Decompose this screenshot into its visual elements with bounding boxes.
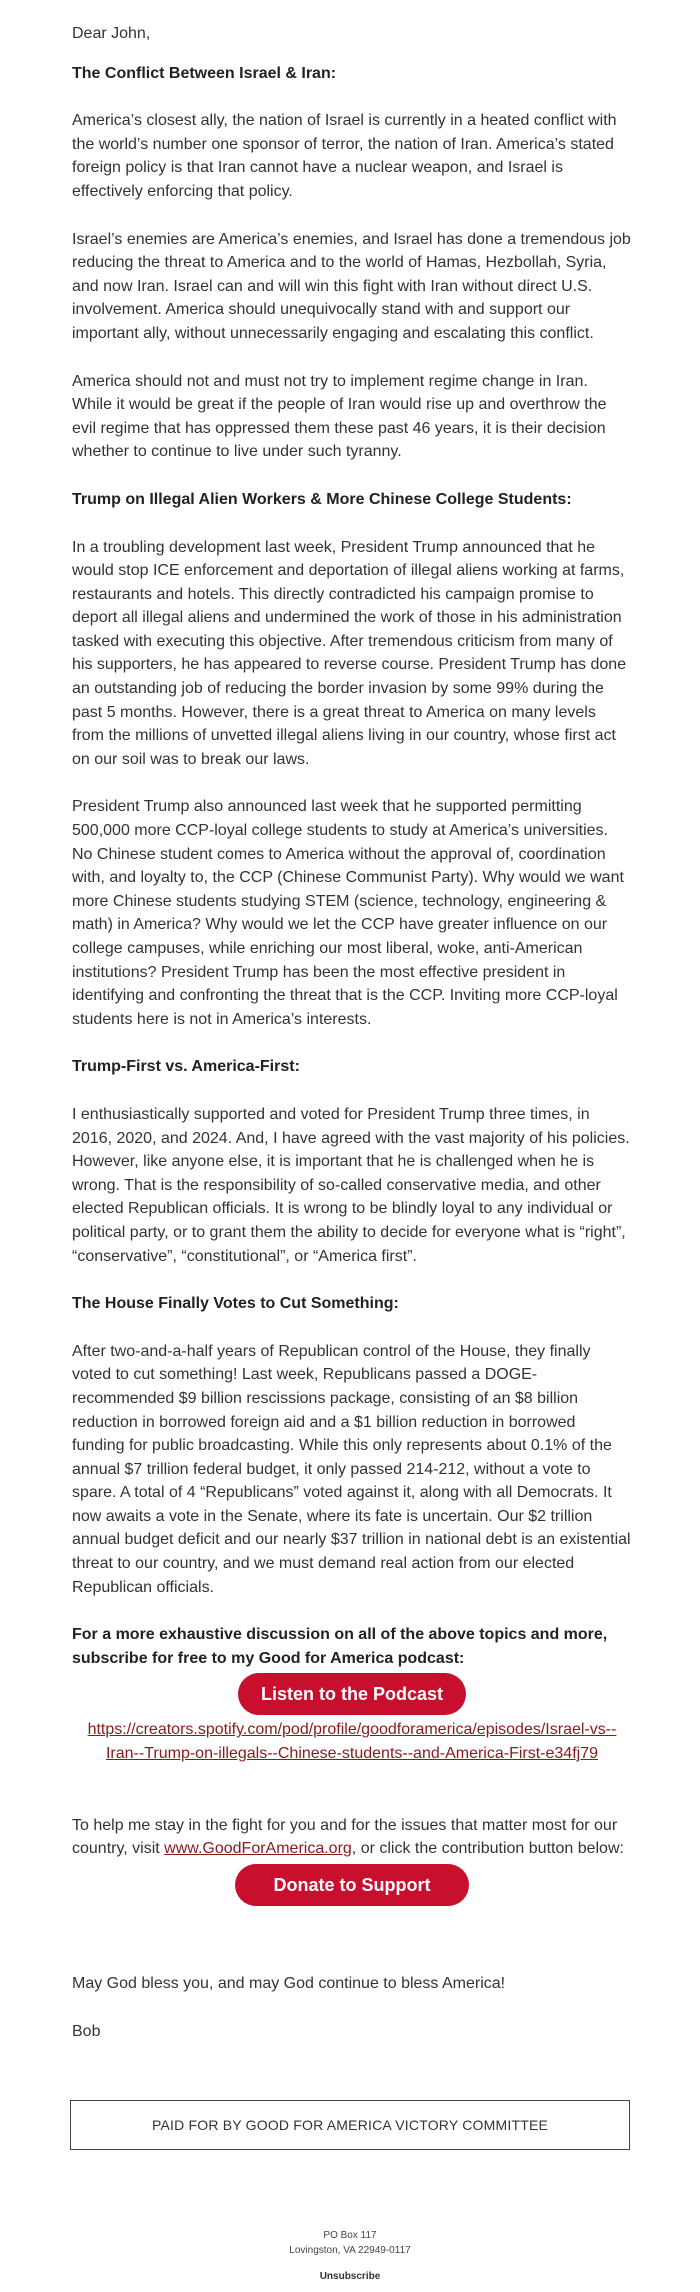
section-heading-illegal-aliens: Trump on Illegal Alien Workers & More Chinese College Students: [72, 490, 572, 508]
unsubscribe-link[interactable]: Unsubscribe [319, 2271, 381, 2282]
donate-button[interactable]: Donate to Support Bob [235, 1864, 469, 1906]
podcast-episode-link[interactable]: https://creators.spotify.com/pod/profile/goodforamerica/episodes/Israel-vs--Iran--Trump-on-illegals--Chinese-students--and-America-First-e34fj79 [87, 1721, 617, 1763]
podcast-button-row [72, 1673, 632, 1715]
salutation: Dear John, [72, 25, 151, 42]
section-heading-house-votes: The House Finally Votes to Cut Something: [72, 1295, 399, 1313]
paragraph: In a troubling development last week, President Trump announced that he would stop ICE enforcement and deportation of illegal aliens working at farms, restaurants and hotels. This directly contradicted his campaign promise to deport all illegal aliens and undermined the work of those in his administration tasked with executing this objective. After tremendous criticism from many of his supporters, he has appeared to reverse course. President Trump has done an outstanding job of reducing the border invasion by some 99% during the past 5 months. However, there is a great threat to America on many levels from the millions of unvetted illegal aliens living in our country, whose first act on our soil was to break our laws. [72, 538, 627, 768]
paragraph: America’s closest ally, the nation of Israel is currently in a heated conflict with the world’s number one sponsor of terror, the nation of Iran. America’s stated foreign policy is that Iran cannot have a nuclear weapon, and Israel is effectively enforcing that policy. [72, 112, 617, 200]
email-content [72, 22, 632, 2044]
paragraph: President Trump also announced last week that he supported permitting 500,000 more CCP-loyal college students to study at America’s universities. No Chinese student comes to America without the approval of, coordination with, and loyalty to, the CCP (Chinese Communist Party). Why would we want more Chinese students studying STEM (science, technology, engineering & math) in America? Why would we let the CCP have greater influence on our college campuses, while enriching our most liberal, woke, anti-American institutions? President Trump has been the most effective president in identifying and confronting the threat that is the CCP. Inviting more CCP-loyal students here is not in America’s interests. [72, 798, 624, 1028]
paragraph: After two-and-a-half years of Republican control of the House, they finally voted to cut something! Last week, Republicans passed a DOGE-recommended $9 billion rescissions package, consisting of an $8 billion reduction in borrowed foreign aid and a $1 billion reduction in borrowed funding for public broadcasting. While this only represents about 0.1% of the annual $7 trillion federal budget, it only passed 214-212, without a vote to spare. A total of 4 “Republicans” voted against it, along with all Democrats. It now awaits a vote in the Senate, where its fate is uncertain. Our $2 trillion annual budget deficit and our nearly $37 trillion in national debt is an existential threat to our country, and we must demand real action from our elected Republican officials. [72, 1342, 631, 1596]
paragraph: Israel’s enemies are America’s enemies, and Israel has done a tremendous job reducing the threat to America and to the world of Hamas, Hezbollah, Syria, and now Iran. Israel can and will win this fight with Iran without direct U.S. involvement. America should unequivocally stand with and support our important ally, without unnecessarily engaging and escalating this conflict. [72, 230, 631, 342]
email-footer [0, 2228, 700, 2284]
section-heading-trump-first: Trump-First vs. America-First: [72, 1058, 300, 1076]
closing-blessing: May God bless you, and may God continue to bless America! [72, 1975, 506, 1993]
signature: Bob [72, 2023, 101, 2040]
support-paragraph [72, 1814, 632, 1861]
support-text-before: To help me stay in the fight for you and for the issues that matter most for our country, visit [72, 1816, 618, 1858]
section-heading-israel-iran: The Conflict Between Israel & Iran: [72, 64, 337, 82]
footer-address-line1: PO Box 117 [323, 2230, 377, 2241]
paragraph: America should not and must not try to implement regime change in Iran. While it would be great if the people of Iran would rise up and overthrow the evil regime that has oppressed them these past 46 years, it is their decision whether to continue to live under such tyranny. [72, 372, 607, 461]
podcast-link-block [72, 1718, 632, 1765]
goodforamerica-link[interactable]: www.GoodForAmerica.org [164, 1840, 352, 1858]
support-text-after: , or click the contribution button below: [351, 1840, 624, 1858]
footer-address-line2: Lovingston, VA 22949-0117 [289, 2245, 411, 2256]
paragraph: I enthusiastically supported and voted for President Trump three times, in 2016, 2020, and 2024. And, I have agreed with the vast majority of his policies. However, like anyone else, it is important that he is challenged when he is wrong. That is the responsibility of so-called conservative media, and other elected Republican officials. It is wrong to be blindly loyal to any individual or political party, or to grant them the ability to decide for everyone what is “right”, “conservative”, “constitutional”, or “America first”. [72, 1105, 630, 1265]
paid-for-disclaimer: PAID FOR BY GOOD FOR AMERICA VICTORY COMMITTEE [70, 2100, 630, 2150]
podcast-cta-heading: For a more exhaustive discussion on all of the above topics and more, subscribe for free to my Good for America podcast: [72, 1626, 608, 1667]
listen-podcast-button[interactable]: Listen to the Podcast [238, 1673, 466, 1715]
donate-button-row [72, 1864, 632, 1941]
